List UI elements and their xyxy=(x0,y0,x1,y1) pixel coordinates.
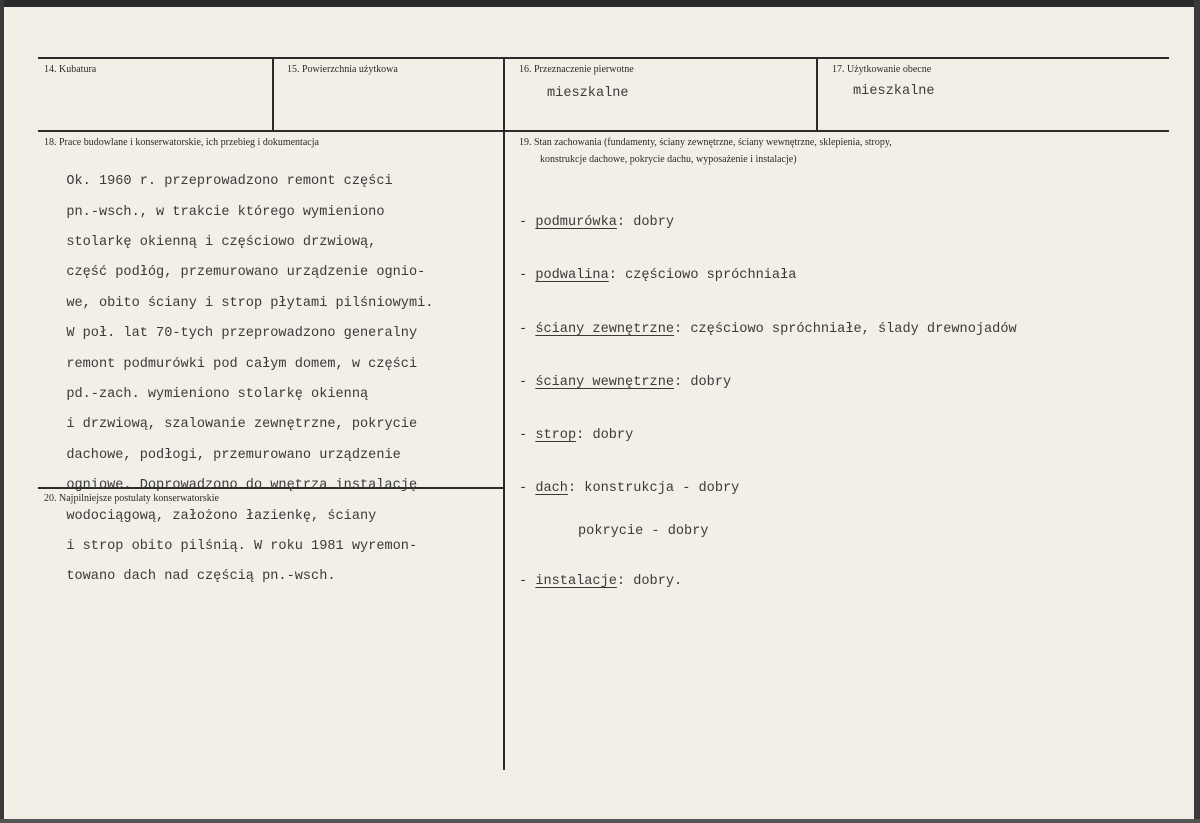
field-18-line: stolarkę okienną i częściowo drzwiową, xyxy=(66,235,377,251)
condition-key: podmurówka xyxy=(535,215,617,230)
field-18-text xyxy=(50,159,433,585)
column-divider-16-17 xyxy=(816,57,818,132)
condition-item: - podmurówka: dobry xyxy=(519,215,675,230)
field-18-line: dachowe, podłogi, przemurowano urządzenie xyxy=(66,447,401,463)
field-19-label-line-1: 19. Stan zachowania (fundamenty, ściany zewnętrzne, ściany wewnętrzne, sklepienia, stropy, xyxy=(519,137,892,148)
field-18-label: 18. Prace budowlane i konserwatorskie, ich przebieg i dokumentacja xyxy=(44,137,319,148)
field-18-line: we, obito ściany i strop płytami pilśniowymi. xyxy=(66,295,434,311)
field-16-value: mieszkalne xyxy=(547,86,629,101)
field-20-label: 20. Najpilniejsze postulaty konserwatorskie xyxy=(44,493,219,504)
column-divider-14-15 xyxy=(272,57,274,132)
field-18-line: towano dach nad częścią pn.-wsch. xyxy=(66,569,336,585)
condition-item: - ściany zewnętrzne: częściowo spróchniałe, ślady drewnojadów xyxy=(519,321,1017,337)
condition-item: - strop: dobry xyxy=(519,428,634,444)
condition-item: - dach: konstrukcja - dobry xyxy=(519,481,740,497)
condition-value: dobry xyxy=(592,428,634,444)
condition-value: dobry xyxy=(690,374,732,390)
field-18-line: pn.-wsch., w trakcie którego wymieniono xyxy=(66,204,385,220)
condition-key: strop xyxy=(535,428,577,444)
field-19-label-line-2: konstrukcje dachowe, pokrycie dachu, wyposażenie i instalacje) xyxy=(540,154,797,165)
condition-value: częściowo spróchniałe, ślady drewnojadów xyxy=(690,321,1017,337)
condition-item: - instalacje: dobry. xyxy=(519,573,683,589)
condition-key: dach xyxy=(535,481,568,497)
field-16-label: 16. Przeznaczenie pierwotne xyxy=(519,64,634,75)
card-edge-left xyxy=(0,0,4,823)
condition-key: ściany zewnętrzne xyxy=(535,321,675,337)
field-14-label: 14. Kubatura xyxy=(44,64,97,75)
field-17-value: mieszkalne xyxy=(853,84,935,99)
field-17-label: 17. Użytkowanie obecne xyxy=(832,64,932,75)
field-18-line: ogniowe. Doprowadzono do wnętrza instalację xyxy=(66,478,418,494)
field-18-line: W poł. lat 70-tych przeprowadzono generalny xyxy=(66,326,418,342)
condition-value: dobry xyxy=(633,215,675,230)
field-18-line: remont podmurówki pod całym domem, w części xyxy=(66,356,418,372)
condition-key: podwalina xyxy=(535,268,609,284)
condition-value: konstrukcja - dobry xyxy=(584,481,740,497)
field-19-condition-list xyxy=(519,181,1017,608)
card-edge-top xyxy=(0,0,1200,7)
condition-key: instalacje xyxy=(535,573,617,589)
card-edge-right xyxy=(1194,0,1200,823)
form-top-rule xyxy=(38,57,1169,59)
field-15-label: 15. Powierzchnia użytkowa xyxy=(287,64,398,75)
field-18-line: pd.-zach. wymieniono stolarkę okienną xyxy=(66,387,369,403)
field-18-line: Ok. 1960 r. przeprowadzono remont części xyxy=(66,174,393,190)
condition-value: dobry. xyxy=(633,573,683,589)
field-18-line: część podłóg, przemurowano urządzenie ognio- xyxy=(66,265,426,281)
condition-value-continued: pokrycie - dobry xyxy=(578,523,709,539)
condition-value: częściowo spróchniała xyxy=(625,268,797,284)
column-divider-main xyxy=(503,57,505,770)
condition-key: ściany wewnętrzne xyxy=(535,374,675,390)
field-18-line: i strop obito pilśnią. W roku 1981 wyremon- xyxy=(66,539,418,555)
condition-item: - ściany wewnętrzne: dobry xyxy=(519,374,732,390)
card-edge-bottom xyxy=(0,819,1200,823)
condition-item: - podwalina: częściowo spróchniała xyxy=(519,268,797,284)
field-18-line: wodociągową, założono łazienkę, ściany xyxy=(66,508,377,524)
form-row-divider xyxy=(38,130,1169,132)
field-18-line: i drzwiową, szalowanie zewnętrzne, pokrycie xyxy=(66,417,418,433)
